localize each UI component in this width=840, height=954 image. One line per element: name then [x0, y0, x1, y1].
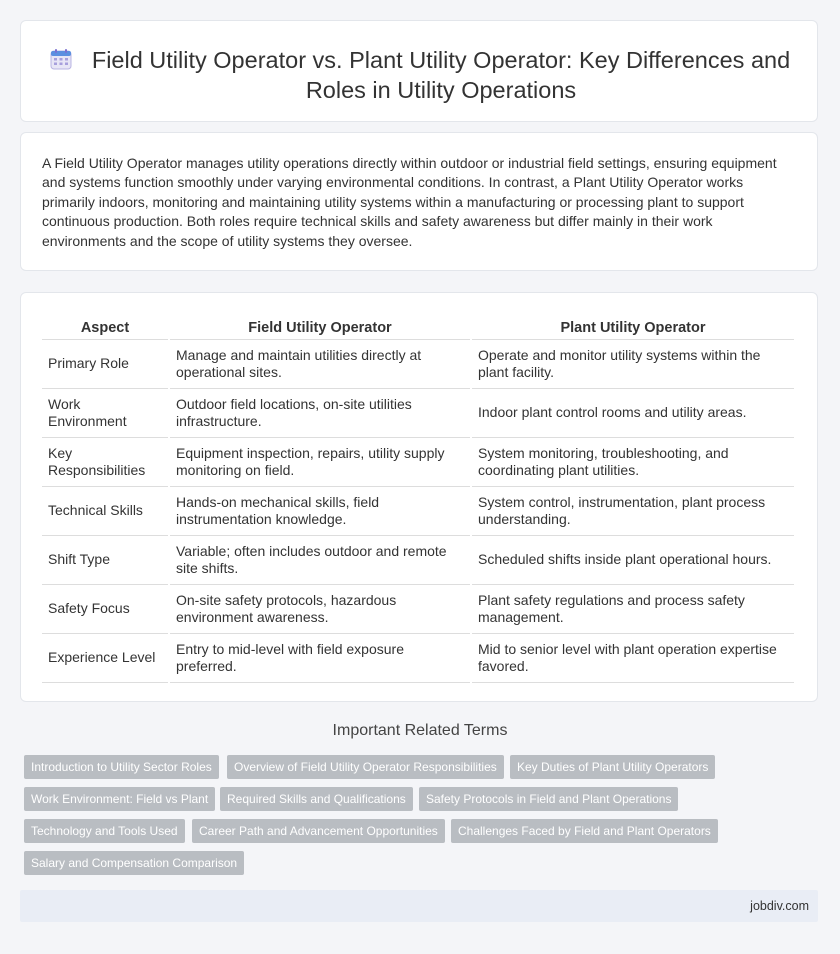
plant-cell: Plant safety regulations and process safety management. — [472, 585, 794, 634]
related-term-tag[interactable]: Salary and Compensation Comparison — [24, 851, 244, 875]
table-row — [42, 438, 794, 487]
plant-cell: Indoor plant control rooms and utility areas. — [472, 389, 794, 438]
table-row — [42, 634, 794, 683]
intro-paragraph: A Field Utility Operator manages utility operations directly within outdoor or industrial field settings, ensuring equipment and systems function smoothly under varying environmental conditions. In contrast, a Plant Utility Operator works primarily indoors, monitoring and maintaining utility systems within a manufacturing or processing plant to support continuous production. Both roles require technical skills and safety awareness but differ mainly in their work environments and the scope of utility systems they oversee. — [42, 155, 777, 249]
plant-cell: Mid to senior level with plant operation expertise favored. — [472, 634, 794, 683]
field-cell: On-site safety protocols, hazardous environment awareness. — [170, 585, 470, 634]
plant-cell: Scheduled shifts inside plant operational hours. — [472, 536, 794, 585]
plant-cell: System control, instrumentation, plant process understanding. — [472, 487, 794, 536]
comparison-table — [40, 317, 796, 683]
aspect-cell: Key Responsibilities — [42, 438, 168, 487]
table-row — [42, 585, 794, 634]
comparison-card — [20, 292, 818, 702]
site-link[interactable]: jobdiv.com — [750, 899, 809, 913]
aspect-cell: Technical Skills — [42, 487, 168, 536]
related-term-tag[interactable]: Career Path and Advancement Opportunities — [192, 819, 445, 843]
field-cell: Variable; often includes outdoor and remote site shifts. — [170, 536, 470, 585]
related-term-tag[interactable]: Overview of Field Utility Operator Responsibilities — [227, 755, 504, 779]
field-cell: Equipment inspection, repairs, utility supply monitoring on field. — [170, 438, 470, 487]
column-header: Plant Utility Operator — [472, 317, 794, 340]
related-term-tag[interactable]: Technology and Tools Used — [24, 819, 185, 843]
related-term-tag[interactable]: Work Environment: Field vs Plant — [24, 787, 215, 811]
field-cell: Entry to mid-level with field exposure preferred. — [170, 634, 470, 683]
table-row — [42, 536, 794, 585]
intro-card — [20, 132, 818, 271]
calendar-icon — [49, 47, 73, 71]
table-row — [42, 389, 794, 438]
related-terms-heading: Important Related Terms — [332, 722, 508, 739]
related-term-tag[interactable]: Key Duties of Plant Utility Operators — [510, 755, 715, 779]
aspect-cell: Shift Type — [42, 536, 168, 585]
related-term-tag[interactable]: Required Skills and Qualifications — [220, 787, 413, 811]
related-term-tag[interactable]: Safety Protocols in Field and Plant Operations — [419, 787, 678, 811]
table-row — [42, 487, 794, 536]
table-row — [42, 340, 794, 389]
footer — [20, 890, 818, 922]
field-cell: Manage and maintain utilities directly at operational sites. — [170, 340, 470, 389]
aspect-cell: Experience Level — [42, 634, 168, 683]
plant-cell: Operate and monitor utility systems within the plant facility. — [472, 340, 794, 389]
aspect-cell: Primary Role — [42, 340, 168, 389]
plant-cell: System monitoring, troubleshooting, and coordinating plant utilities. — [472, 438, 794, 487]
aspect-cell: Work Environment — [42, 389, 168, 438]
column-header: Aspect — [42, 317, 168, 340]
aspect-cell: Safety Focus — [42, 585, 168, 634]
column-header: Field Utility Operator — [170, 317, 470, 340]
field-cell: Hands-on mechanical skills, field instrumentation knowledge. — [170, 487, 470, 536]
table-header-row — [42, 317, 794, 340]
page-title: Field Utility Operator vs. Plant Utility Operator: Key Differences and Roles in Utility Operations — [91, 47, 791, 103]
related-term-tag[interactable]: Challenges Faced by Field and Plant Operators — [451, 819, 718, 843]
related-term-tag[interactable]: Introduction to Utility Sector Roles — [24, 755, 219, 779]
field-cell: Outdoor field locations, on-site utilities infrastructure. — [170, 389, 470, 438]
header-card — [20, 20, 818, 122]
